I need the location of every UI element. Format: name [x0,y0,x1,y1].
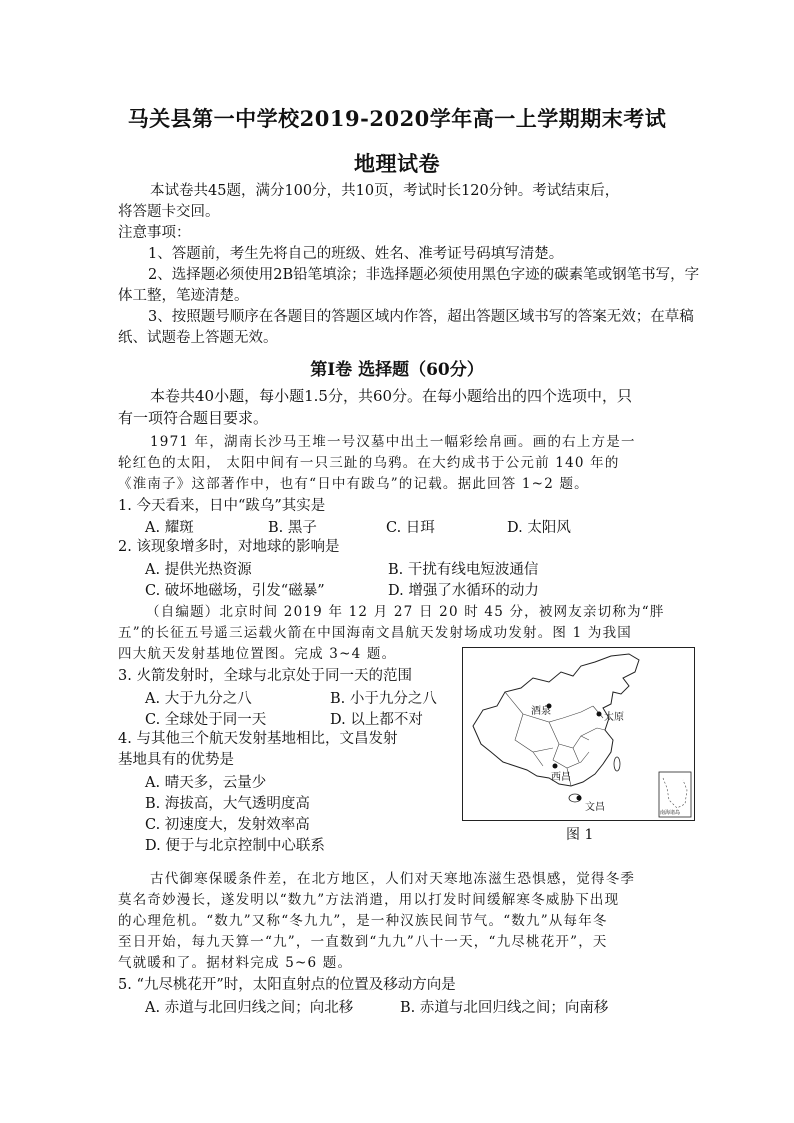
q3-option-c: C. 全球处于同一天 [145,712,267,728]
figure-caption: 图 1 [566,827,594,843]
china-map-figure [462,647,695,821]
q4-option-b: B. 海拔高，大气透明度高 [145,796,310,812]
passage1-line-3: 《淮南子》这部著作中，也有“日中有跋乌”的记载。据此回答 1~2 题。 [118,476,589,492]
taiwan-island [614,757,620,771]
notice-item-3a: 3、按照题号顺序在各题目的答题区域内作答，超出答题区域书写的答案无效；在草稿 [148,309,694,325]
passage2-line-2: 五”的长征五号遥三运载火箭在中国海南文昌航天发射场成功发射。图 1 为我国 [118,625,632,641]
china-map-svg [463,648,694,820]
passage3-line-3: 的心理危机。“数九”又称“冬九九”，是一种汉族民间节气。“数九”从每年冬 [118,913,608,929]
q4-option-a: A. 晴天多，云量少 [145,775,267,791]
intro-line-1: 本试卷共45题，满分100分，共10页，考试时长120分钟。考试结束后， [150,183,620,199]
q2-stem: 2. 该现象增多时，对地球的影响是 [118,539,340,555]
label-wenchang: 文昌 [585,802,605,813]
section-heading: 第Ⅰ卷 选择题（60分） [310,360,484,380]
notice-item-3b: 纸、试题卷上答题无效。 [118,330,278,346]
passage3-line-5: 气就暖和了。据材料完成 5~6 题。 [118,955,353,971]
q4-option-c: C. 初速度大，发射效率高 [145,817,310,833]
label-xichang: 西昌 [551,772,571,783]
q3-option-d: D. 以上都不对 [330,712,423,728]
label-taiyuan: 太原 [604,712,624,723]
passage2-line-3: 四大航天发射基地位置图。完成 3~4 题。 [118,646,397,662]
q1-option-b: B. 黑子 [268,520,317,536]
notice-item-2a: 2、选择题必须使用2B铅笔填涂；非选择题必须使用黑色字迹的碳素笔或钢笔书写，字 [148,267,700,283]
q3-option-a: A. 大于九分之八 [145,691,252,707]
passage3-line-1: 古代御寒保暖条件差，在北方地区，人们对天寒地冻滋生恐惧感，觉得冬季 [150,871,636,887]
taiyuan-marker [597,712,602,717]
q5-option-a: A. 赤道与北回归线之间；向北移 [145,1000,354,1016]
notice-item-1: 1、答题前，考生先将自己的班级、姓名、准考证号码填写清楚。 [148,246,564,262]
passage2-line-1: （自编题）北京时间 2019 年 12 月 27 日 20 时 45 分，被网友亲切称为“胖 [146,604,665,620]
section-desc-2: 有一项符合题目要求。 [118,409,269,427]
label-inset: 南海诸岛 [660,810,681,816]
q5-stem: 5. “九尽桃花开”时，太阳直射点的位置及移动方向是 [118,977,456,993]
section-desc-1: 本卷共40小题，每小题1.5分，共60分。在每小题给出的四个选项中，只 [150,387,633,405]
notice-item-2b: 体工整，笔迹清楚。 [118,288,249,304]
passage1-line-1: 1971 年，湖南长沙马王堆一号汉墓中出土一幅彩绘帛画。画的右上方是一 [150,434,636,450]
q2-option-b: B. 干扰有线电短波通信 [388,562,539,578]
q2-option-d: D. 增强了水循环的动力 [388,583,539,599]
q3-option-b: B. 小于九分之八 [330,691,437,707]
exam-title: 马关县第一中学校2019-2020学年高一上学期期末考试 [127,106,667,131]
passage3-line-2: 莫名奇妙漫长，遂发明以“数九”方法消遣，用以打发时间缓解寒冬威胁下出现 [118,892,620,908]
q1-option-d: D. 太阳风 [507,520,571,536]
q4-option-d: D. 便于与北京控制中心联系 [145,838,325,854]
q1-option-a: A. 耀斑 [145,520,194,536]
passage1-line-2: 轮红色的太阳， 太阳中间有一只三趾的乌鸦。在大约成书于公元前 140 年的 [118,455,620,471]
q2-option-c: C. 破坏地磁场，引发“磁暴” [145,583,325,599]
q4-stem-2: 基地具有的优势是 [118,752,234,768]
exam-subtitle: 地理试卷 [354,151,440,176]
intro-line-2: 将答题卡交回。 [118,204,220,220]
q1-option-c: C. 日珥 [386,520,435,536]
q2-option-a: A. 提供光热资源 [145,562,252,578]
q4-stem-1: 4. 与其他三个航天发射基地相比，文昌发射 [118,731,398,747]
notice-label: 注意事项： [118,225,191,241]
wenchang-marker [577,796,582,801]
label-jiuquan: 酒泉 [531,706,551,717]
q3-stem: 3. 火箭发射时，全球与北京处于同一天的范围 [118,668,412,684]
passage3-line-4: 至日开始，每九天算一“九”，一直数到“九九”八十一天，“九尽桃花开”，天 [118,934,608,950]
q5-option-b: B. 赤道与北回归线之间；向南移 [400,1000,609,1016]
q1-stem: 1. 今天看来，日中“跋乌”其实是 [118,498,326,514]
